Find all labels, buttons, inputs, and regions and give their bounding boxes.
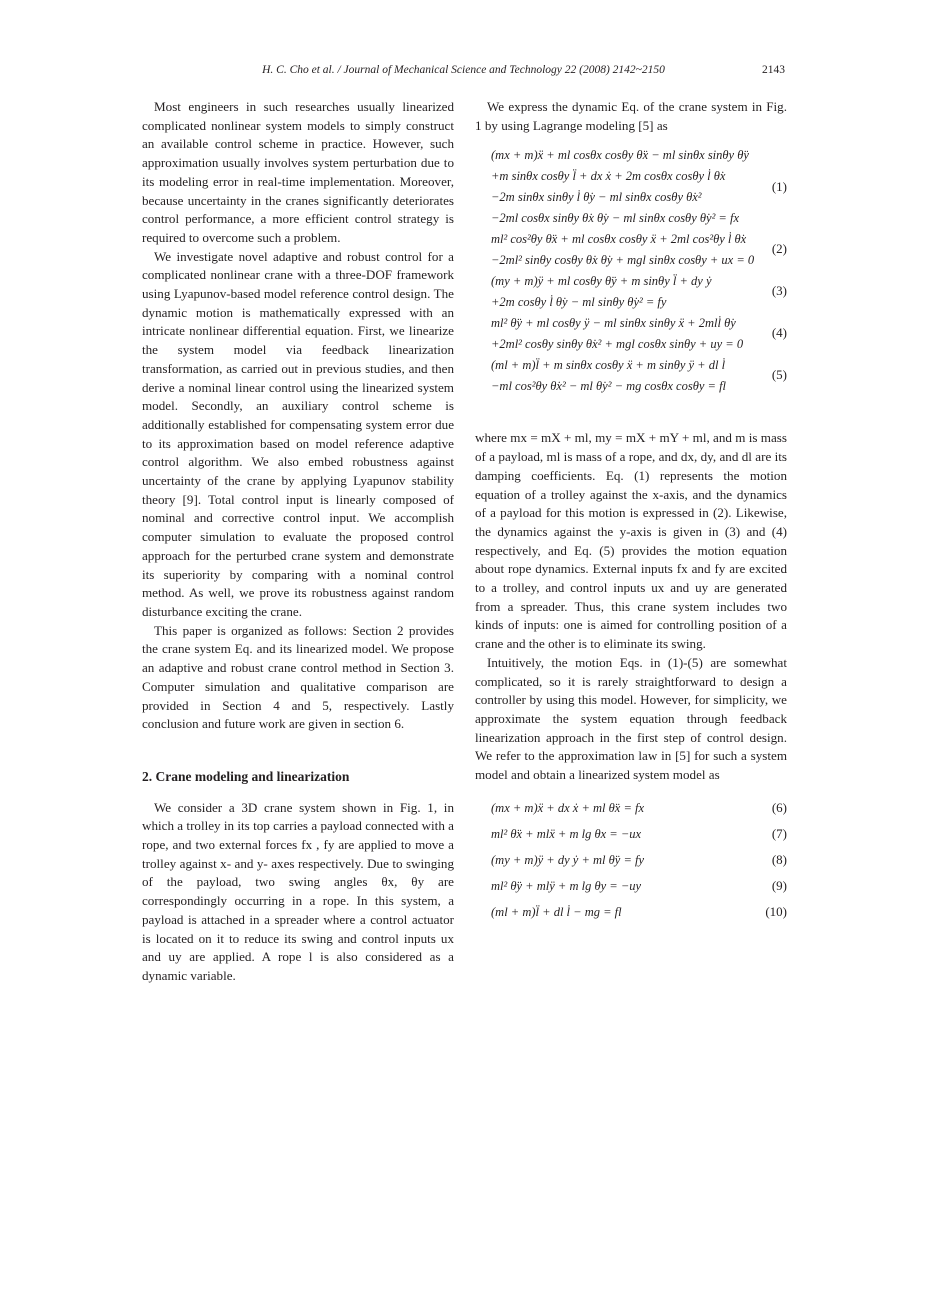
equation-number: (1) — [771, 179, 787, 195]
left-column — [142, 98, 454, 986]
right-column — [475, 98, 787, 935]
equation-8 — [475, 847, 787, 873]
equation-line: +2m cosθy l̇ θ̇y − ml sinθy θ̇y² = fy — [491, 295, 667, 310]
paragraph: Most engineers in such researches usually linearized complicated nonlinear system models to simply construct an available control scheme in practice. However, such approximation usually involves system perturbation due to its modeling error in real-time implementation. Moreover, because uncertainty in the cranes significantly deteriorates control performance, a more efficient control strategy is required to overcome such a problem. — [142, 99, 454, 245]
equation-line: ml² θ̈y + ml cosθy ÿ − ml sinθx sinθy ẍ + 2mll̇ θ̇y — [491, 316, 736, 331]
nonlinear-equations — [475, 145, 787, 397]
paragraph: We express the dynamic Eq. of the crane system in Fig. 1 by using Lagrange modeling [5] as — [475, 99, 787, 133]
paragraph: This paper is organized as follows: Section 2 provides the crane system Eq. and its linearized model. We propose an adaptive and robust crane control method in Section 3. Computer simulation and qualitative comparison are provided in Section 4 and 5, respectively. Lastly conclusion and future work are given in section 6. — [142, 622, 454, 732]
equation-text: (mx + m)ẍ + dx ẋ + ml θ̈x = fx — [491, 800, 645, 815]
equation-4 — [475, 313, 787, 355]
running-title: H. C. Cho et al. / Journal of Mechanical Science and Technology 22 (2008) 2142~2150 — [262, 64, 665, 76]
equation-line: −2ml cosθx sinθy θ̇x θ̇y − ml sinθx cosθy θ̇y² = fx — [491, 211, 740, 226]
equation-text: (ml + m)l̈ + dl l̇ − mg = fl — [491, 904, 622, 919]
equation-number: (9) — [771, 877, 787, 893]
equation-5 — [475, 355, 787, 397]
equation-2 — [475, 229, 787, 271]
equation-line: (ml + m)l̈ + m sinθx cosθy ẍ + m sinθy ÿ + dl l̇ — [491, 358, 726, 373]
linear-equations — [475, 795, 787, 925]
paragraph: We investigate novel adaptive and robust control for a complicated nonlinear crane with a three-DOF framework using Lyapunov-based model reference control design. The dynamic motion is mathematically expressed with an intricate nonlinear differential equation. First, we linearize the system model via feedback linearization transformation, as carried out in previous studies, and then derive a nominal linear control using the linearized system model. Secondly, an auxiliary control scheme is additionally established for compensating system error due to its approximation based on model reference adaptive control algorithm. We also embed robustness against uncertainty of the crane by applying Lyapunov stability theory [9]. Total control input is linearly composed of nominal and corrective control input. We accomplish computer simulation to evaluate the proposed control approach for the perturbed crane system and demonstrate its superiority by comparing with a nominal control method. As well, we prove its robustness against random disturbance exciting the crane. — [142, 248, 454, 619]
equation-6 — [475, 795, 787, 821]
equation-line: −2m sinθx sinθy l̇ θ̇y − ml sinθx cosθy θ̇x² — [491, 190, 702, 205]
equation-number: (6) — [771, 799, 787, 815]
equation-9 — [475, 873, 787, 899]
spacer — [475, 407, 787, 429]
equation-text: (my + m)ÿ + dy ẏ + ml θ̈y = fy — [491, 852, 645, 867]
equation-text: ml² θ̈y + mlÿ + m lg θy = −uy — [491, 878, 642, 893]
equation-7 — [475, 821, 787, 847]
equation-line: (mx + m)ẍ + ml cosθx cosθy θ̈x − ml sinθx sinθy θ̈y — [491, 148, 749, 163]
paragraph: We consider a 3D crane system shown in Fig. 1, in which a trolley in its top carries a payload connected with a rope, and two external forces fx , fy are applied to move a trolley against x- and y- axes respectively. Due to swinging of the payload, two swing angles θx, θy are correspondingly occurring in a rope. In this system, a payload is attached in a spreader where a control actuator is located on it to reduce its swing and control inputs ux and uy are applied. A rope l is also considered as a dynamic variable. — [142, 799, 454, 983]
equation-number: (5) — [771, 367, 787, 383]
equation-number: (10) — [765, 903, 787, 919]
equation-text: ml² θ̈x + mlẍ + m lg θx = −ux — [491, 826, 642, 841]
paragraph: Intuitively, the motion Eqs. in (1)-(5) are somewhat complicated, so it is rarely straightforward to design a controller by using this model. However, for simplicity, we approximate the system equation through feedback linearization approach in the first step of control design. We refer to the approximation law in [5] for such a system model and obtain a linearized system model as — [475, 654, 787, 783]
equation-number: (3) — [771, 283, 787, 299]
equation-line: −ml cos²θy θ̇x² − ml θ̇y² − mg cosθx cosθy = fl — [491, 379, 727, 394]
equation-line: +2ml² cosθy sinθy θ̇x² + mgl cosθx sinθy + uy = 0 — [491, 337, 744, 352]
equation-3 — [475, 271, 787, 313]
page-number: 2143 — [762, 64, 785, 76]
equation-line: −2ml² sinθy cosθy θ̇x θ̇y + mgl sinθx cosθy + ux = 0 — [491, 253, 755, 268]
equation-line: ml² cos²θy θ̈x + ml cosθx cosθy ẍ + 2ml cos²θy l̇ θ̇x — [491, 232, 747, 247]
equation-1 — [475, 145, 787, 229]
equation-line: +m sinθx cosθy l̈ + dx ẋ + 2m cosθx cosθy l̇ θ̇x — [491, 169, 726, 184]
equation-number: (8) — [771, 851, 787, 867]
equation-number: (2) — [771, 241, 787, 257]
equation-10 — [475, 899, 787, 925]
paragraph: where mx = mX + ml, my = mX + mY + ml, and m is mass of a payload, ml is mass of a rope, and dx, dy, and dl are its damping coefficients. Eq. (1) represents the motion equation of a trolley against the x-axis, and the dynamics of a payload for this motion is expressed in (2). Likewise, the dynamics against the y-axis is given in (3) and (4) respectively, and Eq. (5) provides the motion equation about rope dynamics. External inputs fx and fy are excited to a trolley, and control inputs ux and uy are generated from a spreader. Thus, this crane system includes two kinds of inputs: one is aimed for controlling position of a crane and the other is to eliminate its swing. — [475, 430, 787, 652]
running-header — [142, 64, 785, 82]
equation-number: (4) — [771, 325, 787, 341]
equation-line: (my + m)ÿ + ml cosθy θ̈y + m sinθy l̈ + dy ẏ — [491, 274, 712, 289]
section-heading: 2. Crane modeling and linearization — [142, 768, 350, 784]
equation-number: (7) — [771, 825, 787, 841]
